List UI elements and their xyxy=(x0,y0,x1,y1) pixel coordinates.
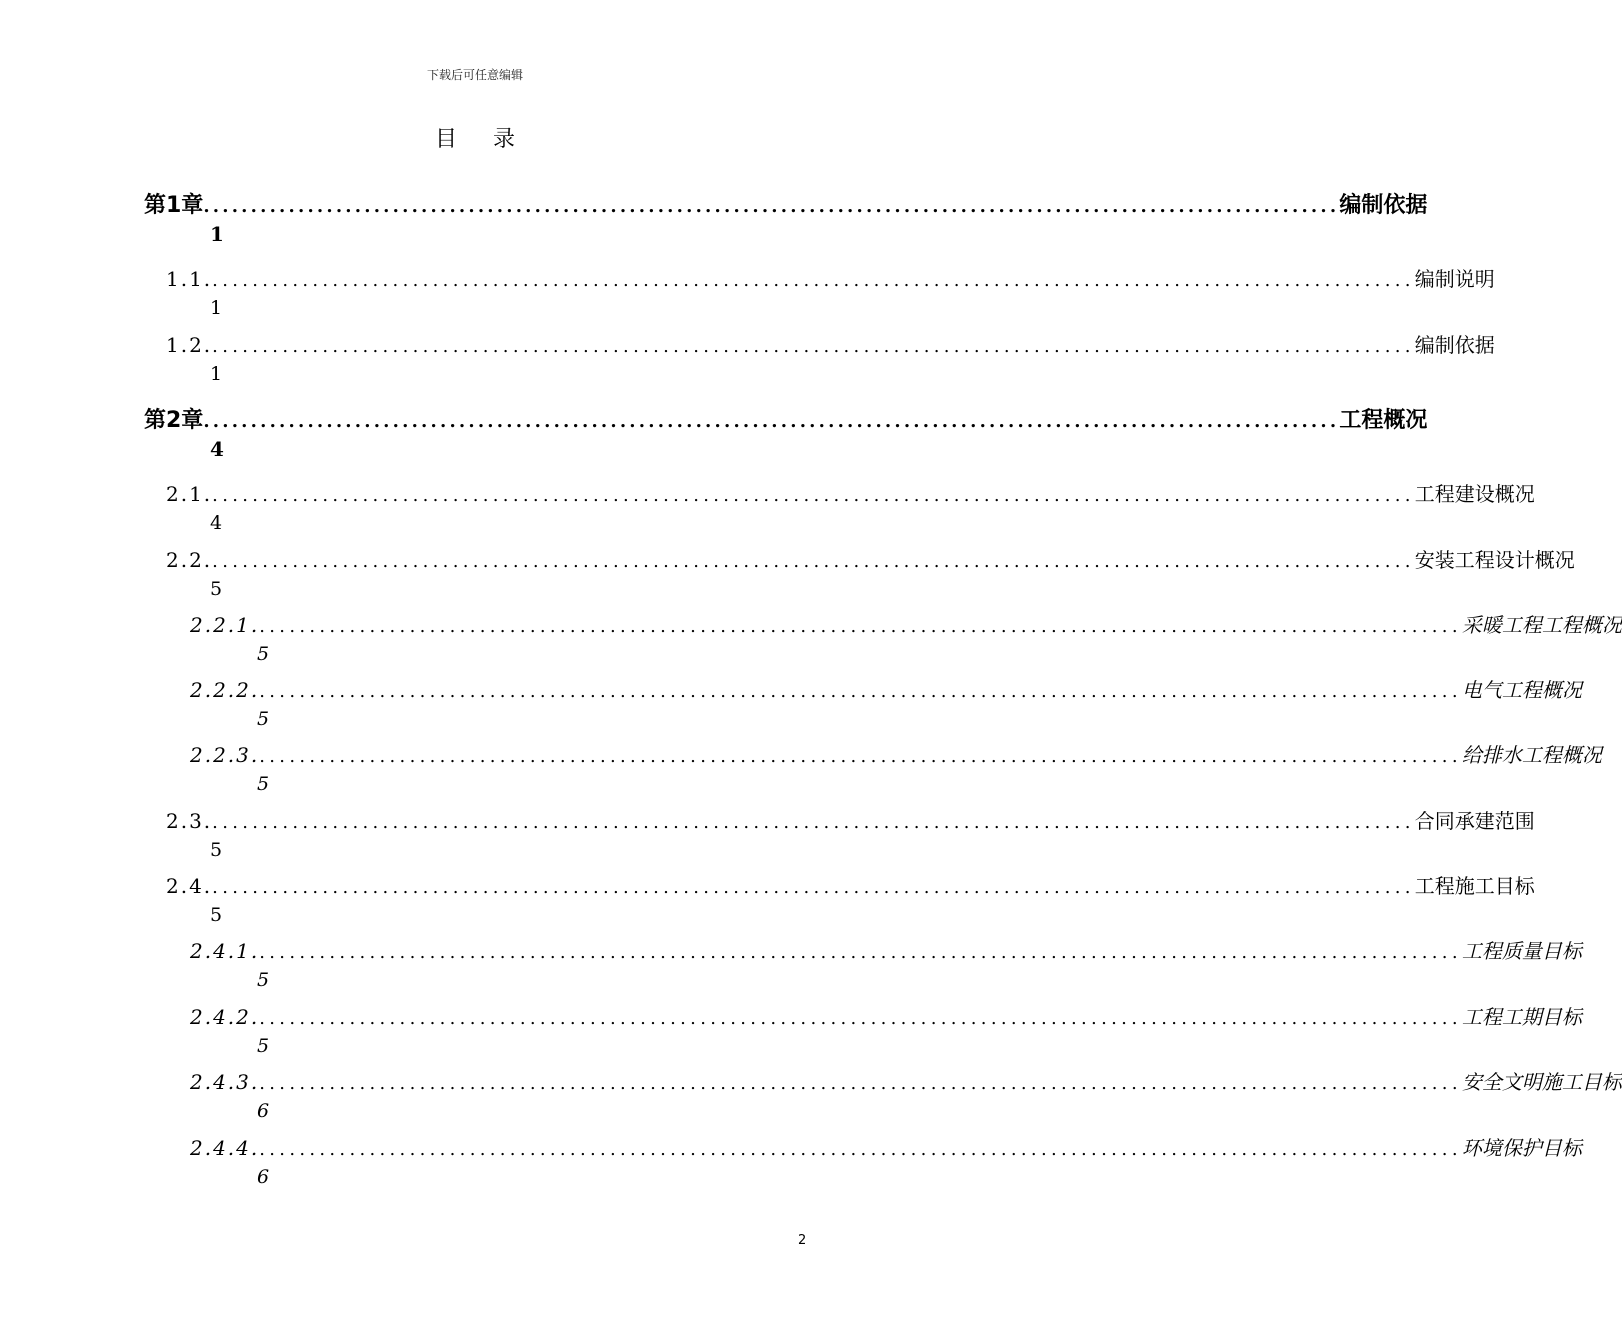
toc-dot-leader: ........................................................................................................................ xyxy=(203,196,1340,217)
toc-entry-page: 6 xyxy=(257,1166,270,1188)
toc-dot-leader: ........................................................................................................................ xyxy=(203,411,1340,432)
toc-dot-leader: ........................................................................................................................ xyxy=(259,942,1462,963)
toc-entry-number: 2.1. xyxy=(166,482,213,506)
toc-dot-leader: ........................................................................................................................ xyxy=(259,746,1462,767)
toc-entry-title: 工程工期目标 xyxy=(1461,1005,1582,1029)
toc-entry-page: 1 xyxy=(210,222,224,246)
toc-entry-line xyxy=(190,674,1582,703)
toc-entry-number: 1.2. xyxy=(166,333,213,357)
page-header: 下载后可任意编辑 xyxy=(426,68,523,82)
toc-entry-number: 2.4. xyxy=(166,874,213,898)
toc-entry-number: 2.2. xyxy=(166,548,213,572)
toc-dot-leader: ........................................................................................................................ xyxy=(259,616,1462,637)
toc-entry-line xyxy=(190,1132,1582,1161)
toc-entry-page: 1 xyxy=(210,363,223,385)
toc-dot-leader: ........................................................................................................................ xyxy=(259,681,1462,702)
toc-entry-line xyxy=(190,935,1582,964)
toc-entry-number: 第1章 xyxy=(144,193,204,218)
toc-entry-line xyxy=(166,870,1535,899)
toc-dot-leader: ........................................................................................................................ xyxy=(212,812,1415,833)
toc-entry-line xyxy=(166,805,1535,834)
toc-entry-title: 工程质量目标 xyxy=(1461,939,1582,963)
toc-entry-line xyxy=(166,263,1495,292)
toc-entry-title: 工程建设概况 xyxy=(1414,482,1535,506)
toc-entry-number: 2.2.3. xyxy=(190,743,260,767)
toc-entry-title: 安装工程设计概况 xyxy=(1414,548,1575,572)
toc-entry-number: 2.4.3. xyxy=(190,1070,260,1094)
toc-entry-page: 5 xyxy=(257,708,270,730)
toc-entry-number: 2.4.4. xyxy=(190,1136,260,1160)
page-number: 2 xyxy=(798,1233,807,1248)
toc-entry-title: 电气工程概况 xyxy=(1461,678,1582,702)
toc-entry-title: 采暖工程工程概况 xyxy=(1461,613,1622,637)
toc-entry-number: 2.3. xyxy=(166,809,213,833)
toc-entry-line xyxy=(166,478,1535,507)
toc-entry-page: 5 xyxy=(210,839,223,861)
toc-entry-page: 5 xyxy=(257,1035,270,1057)
toc-entry-line xyxy=(190,1066,1622,1095)
toc-entry-page: 4 xyxy=(210,512,223,534)
toc-entry-page: 5 xyxy=(257,969,270,991)
toc-entry-number: 2.2.1. xyxy=(190,613,260,637)
toc-dot-leader: ........................................................................................................................ xyxy=(212,551,1415,572)
toc-entry-line xyxy=(190,1001,1582,1030)
toc-entry-number: 2.4.1. xyxy=(190,939,260,963)
toc-entry-number: 2.2.2. xyxy=(190,678,260,702)
toc-entry-page: 4 xyxy=(210,437,224,461)
toc-dot-leader: ........................................................................................................................ xyxy=(259,1139,1462,1160)
toc-entry-title: 编制依据 xyxy=(1339,193,1428,218)
toc-entry-title: 工程概况 xyxy=(1339,408,1428,433)
toc-entry-line xyxy=(144,403,1428,434)
toc-dot-leader: ........................................................................................................................ xyxy=(212,485,1415,506)
toc-entry-page: 5 xyxy=(210,904,223,926)
toc-entry-line xyxy=(190,609,1622,638)
toc-entry-title: 合同承建范围 xyxy=(1414,809,1535,833)
toc-dot-leader: ........................................................................................................................ xyxy=(212,877,1415,898)
toc-entry-page: 6 xyxy=(257,1100,270,1122)
toc-entry-title: 编制说明 xyxy=(1414,267,1495,291)
toc-entry-line xyxy=(144,188,1428,219)
toc-entry-page: 5 xyxy=(210,578,223,600)
toc-entry-page: 5 xyxy=(257,773,270,795)
toc-entry-page: 1 xyxy=(210,297,223,319)
toc-entry-title: 环境保护目标 xyxy=(1461,1136,1582,1160)
toc-entry-title: 安全文明施工目标 xyxy=(1461,1070,1622,1094)
toc-entry-title: 工程施工目标 xyxy=(1414,874,1535,898)
toc-entry-line xyxy=(166,544,1575,573)
toc-entry-title: 给排水工程概况 xyxy=(1461,743,1602,767)
toc-entry-number: 1.1. xyxy=(166,267,213,291)
toc-title: 目录 xyxy=(434,127,551,152)
toc-entry-number: 2.4.2. xyxy=(190,1005,260,1029)
toc-entry-line xyxy=(166,329,1495,358)
toc-entry-title: 编制依据 xyxy=(1414,333,1495,357)
toc-entry-page: 5 xyxy=(257,643,270,665)
toc-dot-leader: ........................................................................................................................ xyxy=(259,1008,1462,1029)
toc-entry-line xyxy=(190,739,1602,768)
toc-dot-leader: ........................................................................................................................ xyxy=(212,336,1415,357)
toc-dot-leader: ........................................................................................................................ xyxy=(212,270,1415,291)
toc-dot-leader: ........................................................................................................................ xyxy=(259,1073,1462,1094)
toc-entry-number: 第2章 xyxy=(144,408,204,433)
